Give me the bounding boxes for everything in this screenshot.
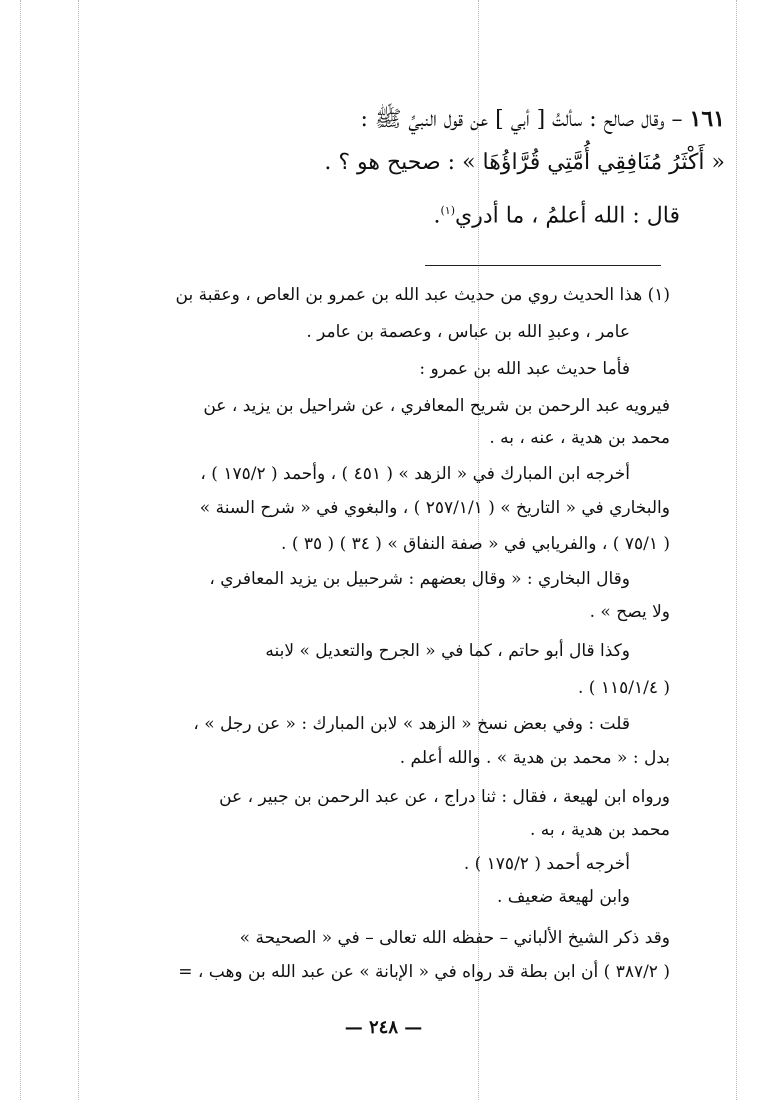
hadith-number: ١٦١ [689, 106, 725, 132]
footnote-line: وابن لهيعة ضعيف . [496, 887, 630, 907]
footnote-line: بدل : « محمد بن هدية » . والله أعلم . [399, 748, 670, 768]
footnote-line: قلت : وفي بعض نسخ « الزهد » لابن المبارك : « عن رجل » ، [193, 714, 630, 734]
footnote-line: ( ١١٥/١/٤ ) . [578, 678, 670, 698]
hadith-line-1 [60, 104, 725, 135]
hadith-line-3: قال : الله أعلمُ ، ما أدري$^{(١)}$. [433, 203, 680, 229]
footnote-line: وقد ذكر الشيخ الألباني – حفظه الله تعالى – في « الصحيحة » [239, 928, 670, 948]
footnote-reference: (١) [440, 204, 456, 217]
footnote-line: أخرجه أحمد ( ١٧٥/٢ ) . [463, 854, 630, 874]
footnote-line: فأما حديث عبد الله بن عمرو : [419, 359, 630, 379]
footnote-line: والبخاري في « التاريخ » ( ٢٥٧/١/١ ) ، والبغوي في « شرح السنة » [199, 498, 670, 518]
hadith-line-3-text: قال : الله أعلمُ ، ما أدري [455, 203, 680, 229]
footnote-line: (١) هذا الحديث روي من حديث عبد الله بن عمرو بن العاص ، وعقبة بن [175, 285, 670, 305]
footnote-line: ولا يصح » . [589, 602, 670, 622]
footnote-line: محمد بن هدية ، عنه ، به . [489, 428, 670, 448]
footnote-line: ( ٣٨٧/٢ ) أن ابن بطة قد رواه في « الإبانة » عن عبد الله بن وهب ، = [178, 962, 670, 982]
footnote-line: وقال البخاري : « وقال بعضهم : شرحبيل بن يزيد المعافري ، [209, 569, 630, 589]
footnote-line: أخرجه ابن المبارك في « الزهد » ( ٤٥١ ) ، وأحمد ( ١٧٥/٢ ) ، [200, 464, 630, 484]
footnote-line: فيرويه عبد الرحمن بن شريح المعافري ، عن شراحيل بن يزيد ، عن [203, 396, 670, 416]
hadith-line-1-text: – وقال صالح : سألتُ [ أبي ] عن قول النبيِّ ﷺ : [360, 107, 683, 132]
footnote-line: وكذا قال أبو حاتم ، كما في « الجرح والتعديل » لابنه [265, 641, 630, 661]
footnote-line: ( ٧٥/١ ) ، والفريابي في « صفة النفاق » ( ٣٤ ) ( ٣٥ ) . [281, 534, 670, 554]
footnote-line: محمد بن هدية ، به . [530, 820, 670, 840]
footnote-line: عامر ، وعبدِ الله بن عباس ، وعصمة بن عامر . [306, 322, 630, 342]
page-number: — ٢٤٨ — [344, 1017, 423, 1038]
footnote-separator [425, 265, 661, 266]
footnote-line: ورواه ابن لهيعة ، فقال : ثنا دراج ، عن عبد الرحمن بن جبير ، عن [219, 787, 670, 807]
hadith-line-2: « أَكْثَرُ مُنَافِقِي أُمَّتِي قُرَّاؤُهَا » : صحيح هو ؟ . [324, 150, 725, 175]
